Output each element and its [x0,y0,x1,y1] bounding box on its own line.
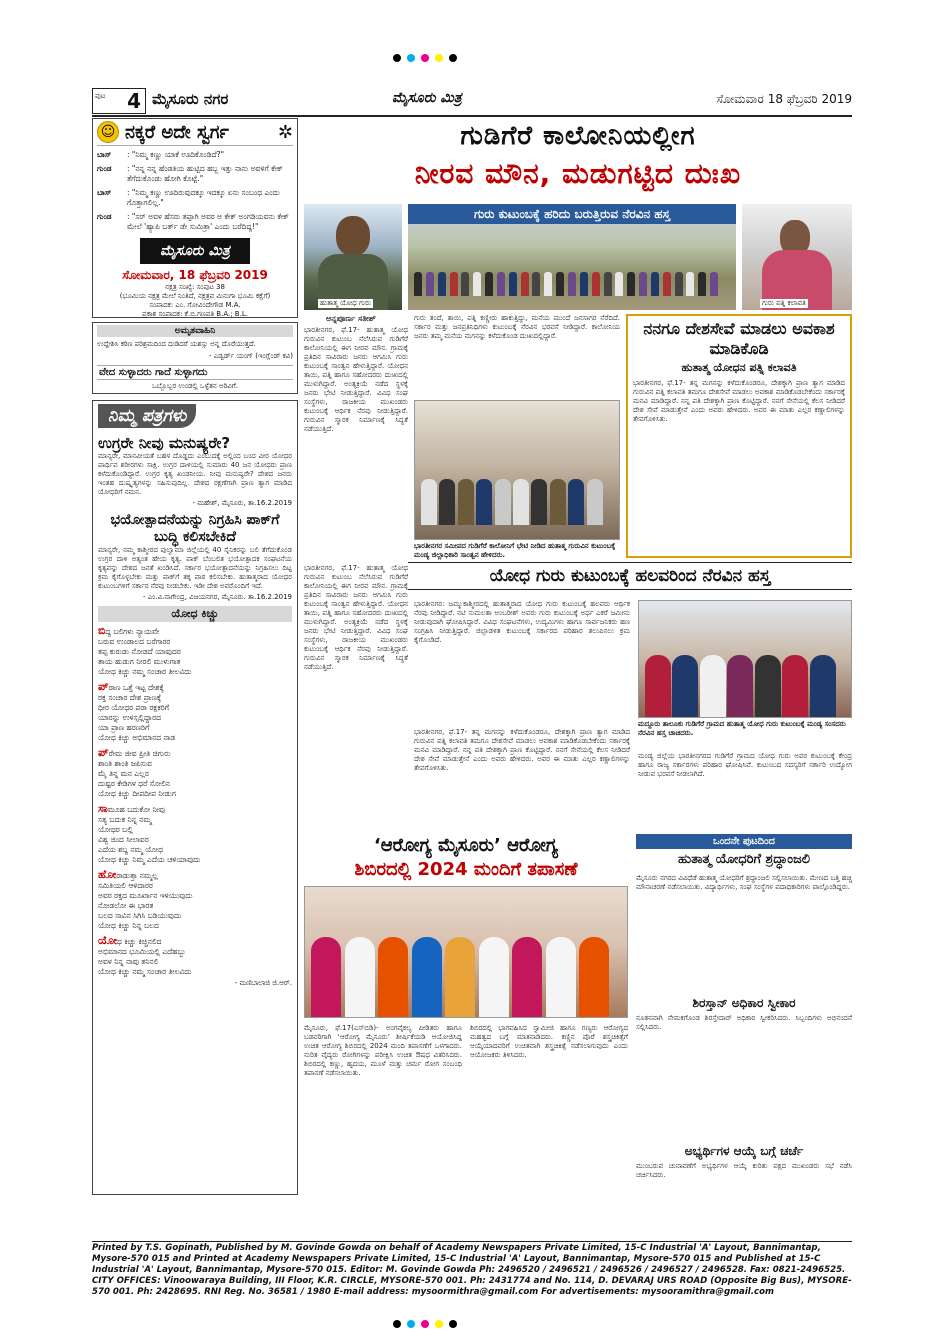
photo-figure [727,655,753,717]
poem-line: ಯೋಧರ ಬಲ್ಲಿ [98,825,133,834]
photo-figure [639,272,647,296]
aid-photo-caption: ಮದ್ದೂರು ತಾಲೂಕು ಗುಡಿಗೆರೆ ಗ್ರಾಮದ ಹುತಾತ್ಮ ಯೋಧ ಗುರು ಕುಟುಂಬಕ್ಕೆ ಮಂಡ್ಯ ಸಂಸದರು ನೆರವಿನ ಹಸ್ತ ಚಾಚಿದರು. [638,720,846,737]
quote-title: ಅಮೃತವಾಹಿನಿ [97,325,293,337]
photo-figure [532,272,540,296]
poem-body [98,626,292,977]
page-label: ಪುಟ [95,92,106,100]
tribute-body: ಮೈಸೂರು ನಗರದ ವಿವಿಧೆಡೆ ಹುತಾತ್ಮ ಯೋಧರಿಗೆ ಶ್ರದ್ಧಾಂಜಲಿ ಸಲ್ಲಿಸಲಾಯಿತು. ಮೇಣದ ಬತ್ತಿ ಹಚ್ಚಿ ಮೌನಾಚರಣೆ ನಡೆಸಲಾಯಿತು. ವಿದ್ಯಾರ್ಥಿಗಳು, ಸಂಘ ಸಂಸ್ಥೆಗಳ ಪದಾಧಿಕಾರಿಗಳು ಪಾಲ್ಗೊಂಡಿದ್ದರು. [636,874,852,891]
photo-figure [497,272,505,296]
joke-speaker: ಬಾಸ್ [97,188,112,197]
poem-line: ಯೋಧ ಕಿಚ್ಚು ನಮ್ಮ ಸಂಚಾರ ತೀಲವಿದು [98,967,192,976]
letter2-signature: - ಎಂ.ವಿ.ನಾಗೇಂದ್ರ, ವಿಜಯನಗರ, ಮೈಸೂರು. ತಾ.16.2.2019 [143,593,292,601]
left-column [92,118,298,1195]
subhead-2-body: ಮುಂಬರುವ ಚುನಾವಣೆಗೆ ಅಭ್ಯರ್ಥಿಗಳ ಆಯ್ಕೆ ಕುರಿತು ಪಕ್ಷದ ಮುಖಂಡರು ಸಭೆ ನಡೆಸಿ ಚರ್ಚಿಸಿದರು. [636,1162,852,1179]
poem-line: ಬಲದ ಸಾವಿನ ಸಿಗಿಸಿ ಬಡಿಯುವುದು [98,911,182,920]
photo-figure [476,479,492,525]
photo-figure [700,655,726,717]
aid-photo [638,600,852,718]
cartoon-bug-icon: ✲ [277,121,293,143]
headline-line-1: ಗುಡಿಗೆರೆ ಕಾಲೋನಿಯಲ್ಲೀಗ [460,121,696,151]
poem-line: ಧೀರ ಯೋಧರ ಪರಾ ರಕ್ಷಕರಿಗೆ [98,703,170,712]
section-city: ಮೈಸೂರು ನಗರ [152,90,229,108]
poem-line: ಅವರ ರಕ್ತದ ಮೂರ್ಖಾನ ಇಳಿಯುವುದು [98,891,193,900]
photo-figure [592,272,600,296]
aid-headline: ಯೋಧ ಗುರು ಕುಟುಂಬಕ್ಕೆ ಹಲವರಿಂದ ನೆರವಿನ ಹಸ್ತ [408,562,852,590]
poem-dropcap: ಬಿ [98,624,106,637]
appeal-headline: ನನಗೂ ದೇಶಸೇವೆ ಮಾಡಲು ಅವಕಾಶ ಮಾಡಿಕೊಡಿ [643,319,835,358]
photo-figure [412,937,442,1017]
photo-figure [473,272,481,296]
joke-speaker: ಗುಂಡ [97,212,112,221]
poem-line: ಹೋರಾಡುತ್ತಾ ನಮ್ಮಲ್ಲ [98,868,158,881]
poem-line: ರಕ್ತ ಸಂಚಾರ ದೇಶ ಪ್ರಾಣಕ್ಕೆ [98,693,162,702]
photo-figure [485,272,493,296]
health-camp-headline [304,834,628,882]
photo-figure [311,937,341,1017]
joke-line [97,212,293,232]
poem-line: ಬಿದ್ದ ಬಲಿಗಳು ನ್ಯಾಯವೇ [98,624,160,637]
photo-figure [461,272,469,296]
poem-dropcap: ಯೋ [98,934,118,947]
poem-dropcap: ಪ್ [98,746,109,759]
reg-dot-black [393,1320,401,1328]
photo-figure [495,479,511,525]
appeal-subhead: ಹುತಾತ್ಮ ಯೋಧನ ಪತ್ನಿ ಕಲಾವತಿ [681,361,797,374]
photo-figure [445,937,475,1017]
reg-dot-cyan [407,54,415,62]
photo-figure [675,272,683,296]
poem-line: ಯೋಧ ಕಿಚ್ಚು ನಮ್ಮ ಸಂಚಾರ ತೀಲವಿದು [98,667,192,676]
humour-title [97,121,293,146]
joke-text: : "ಸರ್ ಅವಳ ಹೆಸರು ತಪ್ಪಾಗಿ ಅವರ ಅ ಕೇಕ್ ಅಂಗಡಿಯವನು ಕೇಕ್ ಮೇಲೆ 'ಹ್ಯಾಪಿ ಬರ್ತ್ ಡೇ ಸುಮಿತ್ರಾ' ಎಂದು ಬರೆದಿದ್ದ!" [127,212,289,231]
edition-date: ಸೋಮವಾರ, 18 ಫೆಬ್ರವರಿ 2019 [122,268,268,282]
reg-dot-magenta [421,1320,429,1328]
photo-figure [686,272,694,296]
photo-figure [479,937,509,1017]
poem-line: ಎದೆಯ ಶಬ್ದ ನಮ್ಮ ಯೋಧ [98,845,163,854]
story-column-2: ಗುರು ತಂದೆ, ತಾಯಿ, ಪತ್ನಿ ಕಣ್ಣೀರು ಹಾಕುತ್ತಿದ್ದು, ಮನೆಯ ಮುಂದೆ ಜನಸಾಗರ ನೆರೆದಿದೆ. ಸರ್ಕಾರ ಮತ್ತು ಜನಪ್ರತಿನಿಧಿಗಳು ಕುಟುಂಬಕ್ಕೆ ನೆರವಿನ ಭರವಸೆ ನೀಡಿದ್ದಾರೆ. ಕಾಲೋನಿಯ ಜನರು ತಮ್ಮ ಮನೆಯ ಮಗನನ್ನು ಕಳೆದುಕೊಂಡ ದುಃಖದಲ್ಲಿದ್ದಾರೆ. [414,314,620,340]
photo-figure [426,272,434,296]
quote-text: ಉದ್ದೇಶಿಸಿ ಕಠಿಣ ಪರಿಶ್ರಮದಿಂದ ದುಡಿದರೆ ಯಶಸ್ಸು ಅನ್ನ ದೊರೆಯುತ್ತದೆ. [97,340,256,348]
poem-line: ಪ್ರೇಮ ಜೀವ ಪ್ರೀತಿ ಚಿಗುರು [98,746,171,759]
registration-marks-bottom [393,1320,457,1328]
poem-line: ದುಷ್ಟರ ಕೇಡಿಗಳ ಧರೆ ಸೋಲಿನ [98,779,170,788]
poem-line: ತಪ್ಪ ಕುರುಡು ನೋಡದೆ ಯಾವುದರ [98,647,181,656]
subhead-2: ಅಭ್ಯರ್ಥಿಗಳ ಆಯ್ಕೆ ಬಗ್ಗೆ ಚರ್ಚೆ [684,1144,804,1158]
soldier-portrait-photo [304,204,402,310]
proverb-text: ಒಬ್ಬೊಬ್ಬರ ಉಂಡಲ್ಲಿ ಒಳ್ಳೆತನ ಅರಿವಿಗೆ. [151,382,239,390]
reg-dot-magenta [421,54,429,62]
page-header [92,88,852,114]
joke-line [97,164,293,184]
photo-figure [672,655,698,717]
subhead-1: ಶಿರಸ್ತಾನ್ ಅಧಿಕಾರ ಸ್ವೀಕಾರ [692,996,796,1010]
imprint-text: Printed by T.S. Gopinath, Published by M. Govinde Gowda on behalf of Academy Newspapers Private Limited, 15-C Industrial 'A' Layout, Bannimantap, Mysore-570 015 and Printed at Academy Newspapers Private Limited, 15-C Industrial 'A' Layout, Bannimantap, Mysore-570 015 and Published at 15-C Industrial 'A' Layout, Bannimantap, Mysore-570 015. Editor: M. Govinde Gowda Ph: 2496520 / 2496521 / 2496526 / 2496527 / 2496528. Fax: 0821-2496525. CITY OFFICES: Vinoowaraya Building, III Floor, K.R. CIRCLE, MYSORE-570 001. Ph: 2431774 and No. 114, D. DEVARAJ URS ROAD (Opposite Big Bus), MYSORE-570 001. Ph: 2428695. RNI Reg. No. 36581 / 1980 E-mail address: mysoormithra@gmail.com For advertisements: mysooramithra@gmail.com [92,1243,852,1297]
visit-photo [414,400,620,540]
letter2-title: ಭಯೋತ್ಪಾದನೆಯನ್ನು ನಿಗ್ರಹಿಸಿ ಪಾಕ್‌ಗೆ ಬುದ್ಧಿ ಕಲಿಸಬೇಕಿದೆ [110,512,280,545]
photo-figure [645,655,671,717]
portrait-face [336,216,370,256]
photo-figure [509,272,517,296]
widow-photo [742,204,852,310]
health-camp-photo [304,886,628,1018]
continued-tag: ಒಂದನೇ ಪುಟದಿಂದ [636,834,852,849]
edition-note-2: (ಭೂಮಿಯ ನಕ್ಷತ್ರ ಮೇಲೆ ನಿಂತಿದೆ, ನಕ್ಷತ್ರವ ಮಿನುಗಾ ಭೂಮಿ ಕಕ್ಷೆಗೆ) [119,292,271,300]
poem-line: ಅವಳ ನಿನ್ನ ನಾವು ತನಿನಲಿ [98,957,159,966]
laughing-face-icon: ☺ [97,121,119,143]
photo-figure [615,272,623,296]
photo-figure [580,272,588,296]
poem-line: ತಾಯ ಹುಡುಗ ನೀರಲಿ ಮುಳುಗಾತ [98,657,181,666]
main-headline [304,118,852,202]
joke-text: : "ನಿಮ್ಮ ಕಣ್ಣು ಊದಿರುವುದಕ್ಕೂ ಇದಕ್ಕೂ ಏನು ಸಂಬಂಧ ಎಂದು ಗೊತ್ತಾಗಲಿಲ್ಲ." [127,188,280,207]
aid-story-body: ಭಾರತೀನಗರ: ಜಮ್ಮುಕಾಶ್ಮೀರದಲ್ಲಿ ಹುತಾತ್ಮರಾದ ಯೋಧ ಗುರು ಕುಟುಂಬಕ್ಕೆ ಹಲವರು ಆರ್ಥಿಕ ನೆರವು ನೀಡಿದ್ದಾರೆ. ನಟಿ ಸುಮಲತಾ ಅಂಬರೀಶ್ ಅವರು ಗುರು ಕುಟುಂಬಕ್ಕೆ ಅರ್ಧ ಎಕರೆ ಜಮೀನು ನೀಡುವುದಾಗಿ ಘೋಷಿಸಿದ್ದಾರೆ. ವಿವಿಧ ಸಂಘಟನೆಗಳು, ಉದ್ಯಮಿಗಳು ಹಾಗೂ ಸಾರ್ವಜನಿಕರು ಹಣ ಸಂಗ್ರಹಿಸಿ ನೀಡುತ್ತಿದ್ದಾರೆ. ಜಿಲ್ಲಾಡಳಿತ ಕುಟುಂಬಕ್ಕೆ ಸರ್ಕಾರದ ಪರಿಹಾರ ತಲುಪಿಸಲು ಕ್ರಮ ಕೈಗೊಂಡಿದೆ. [414,600,630,644]
masthead: ಮೈಸೂರು ಮಿತ್ರ [392,90,462,106]
poem-line: ಪ್ರಾಣ ಒತ್ತೆ ಇಟ್ಟ ದೇಶಕ್ಕೆ [98,680,164,693]
poem-line: ನೋಡಲೋ ಈ ಭಾರತ [98,901,154,910]
poem-line: ಅಭಿಮಾನದ ಭೂಮಿಯಲ್ಲಿ ಎದೆಹಬ್ಬು [98,947,186,956]
headline-line-2: ನೀರವ ಮೌನ, ಮಡುಗಟ್ಟಿದ ದುಃಖ [414,157,742,190]
photo-figure [568,479,584,525]
page-number: 4 [127,89,141,113]
poem-line: ಸತ್ಯ ಬದುಕ ನಿನ್ನ ನಮ್ಮ [98,815,152,824]
photo-figure [414,272,422,296]
photo-figure [627,272,635,296]
letter1-signature: - ಮಹೇಶ್, ಮೈಸೂರು, ತಾ.16.2.2019 [192,499,292,507]
widow-appeal-box [626,314,852,558]
reg-dot-yellow [435,54,443,62]
health-headline-2: ಶಿಬಿರದಲ್ಲಿ 2024 ಮಂದಿಗೆ ತಪಾಸಣೆ [354,859,578,880]
joke-text: : "ನಿಮ್ಮ ಕಣ್ಣು ಯಾಕೆ ಊದಿಕೊಂಡಿದೆ?" [127,150,225,159]
joke-speaker: ಬಾಸ್ [97,150,112,159]
photo-figure [531,479,547,525]
reg-dot-black [449,1320,457,1328]
appeal-body: ಭಾರತೀನಗರ, ಫೆ.17- ತನ್ನ ಮಗನನ್ನು ಕಳೆದುಕೊಂಡರೂ, ದೇಶಕ್ಕಾಗಿ ಪ್ರಾಣ ತ್ಯಾಗ ಮಾಡಿದ ಗುರುವಿನ ಪತ್ನಿ ಕಲಾವತಿ ತಮಗೂ ದೇಶಸೇವೆ ಮಾಡಲು ಅವಕಾಶ ಮಾಡಿಕೊಡಬೇಕೆಂದು ಸರ್ಕಾರಕ್ಕೆ ಮನವಿ ಮಾಡಿದ್ದಾರೆ. ನನ್ನ ಪತಿ ದೇಶಕ್ಕಾಗಿ ಪ್ರಾಣ ಕೊಟ್ಟಿದ್ದಾರೆ. ನನಗೆ ಸೇನೆಯಲ್ಲಿ ಕೆಲಸ ನೀಡಿದರೆ ದೇಶ ಸೇವೆ ಮಾಡುತ್ತೇನೆ ಎಂದು ಅವರು ಹೇಳಿದರು. ಅವರ ಈ ಮಾತು ಎಲ್ಲರ ಕಣ್ಣಾಲಿಗಳನ್ನು ತೇವಗೊಳಿಸಿತು. [633,379,845,423]
proverb-band: ವೇದ ಸುಳ್ಳಾದರು ಗಾದೆ ಸುಳ್ಳಾಗದು [97,365,293,380]
poem-line: ಸಾಮೂಹ ಬದುಕೋ ನೀವು [98,802,165,815]
photo-figure [663,272,671,296]
letter1-body: ಮಾನ್ಯರೇ, ಮಾನವೀಯತೆ ಬಹಳ ದೊಡ್ಡದು ಎಂಬುದಕ್ಕೆ ಅಲ್ಲಿಂದ ಬಂದ ವೀರ ಯೋಧರ ಪಾರ್ಥಿವ ಶರೀರಗಳು ಸಾಕ್ಷಿ. ಉಗ್ರರ ದಾಳಿಯಲ್ಲಿ ಸುಮಾರು 40 ಜನ ಯೋಧರು ಪ್ರಾಣ ಕಳೆದುಕೊಂಡಿದ್ದಾರೆ. ಉಗ್ರರ ಕೃತ್ಯ ಖಂಡನೀಯ. ನೀವು ಮನುಷ್ಯರೇ? ದೇಶದ ಜನರು ಇಂತಹ ದುಷ್ಕೃತ್ಯಗಳನ್ನು ಸಹಿಸುವುದಿಲ್ಲ. ದೇಶದ ರಕ್ಷಣೆಗಾಗಿ ಪ್ರಾಣ ತ್ಯಾಗ ಮಾಡಿದ ಯೋಧರಿಗೆ ನಮನ. [98,452,292,496]
photo-figure [587,479,603,525]
poem-line: ಸಮಿತಿಯಲಿ ಆಳಿದಾರರ [98,881,153,890]
letter1-title: ಉಗ್ರರೇ ನೀವು ಮನುಷ್ಯರೇ? [98,434,231,452]
letters-section-title: ನಿಮ್ಮ ಪತ್ರಗಳು [98,404,196,428]
publisher-line: ಪ್ರಕಾಶ ಸಂಪಾದಕ: ಕೆ.ಬಿ.ಗಣಪತಿ B.A.; B.L. [142,310,248,318]
page-number-box [92,88,146,114]
humour-box [92,118,298,318]
quote-box [92,322,298,394]
health-story-col-2: ಶಿಬಿರದಲ್ಲಿ ಭಾಗವಹಿಸಿದ ಸ್ವಾಮೀಜಿ ಹಾಗೂ ಗಣ್ಯರು ಆರೋಗ್ಯದ ಮಹತ್ವದ ಬಗ್ಗೆ ಮಾತನಾಡಿದರು. ಕಣ್ಣಿನ ಪೊರೆ ಶಸ್ತ್ರಚಿಕಿತ್ಸೆಗೆ ಆಯ್ಕೆಯಾದವರಿಗೆ ಉಚಿತವಾಗಿ ಶಸ್ತ್ರಚಿಕಿತ್ಸೆ ನಡೆಸಲಾಗುವುದು ಎಂದು ಆಯೋಜಕರು ತಿಳಿಸಿದರು. [470,1024,628,1059]
health-story-col-1: ಮೈಸೂರು, ಫೆ.17(ಎಸ್‌ಬಿಡಿ)- ಅಂಗವೈಕಲ್ಯ ಪೀಡಿತರು ಹಾಗೂ ಬಡವರಿಗಾಗಿ ‘ಆರೋಗ್ಯ ಮೈಸೂರು’ ಶೀರ್ಷಿಕೆಯಡಿ ಆಯೋಜಿಸಿದ್ದ ಉಚಿತ ಆರೋಗ್ಯ ಶಿಬಿರದಲ್ಲಿ 2024 ಮಂದಿ ತಪಾಸಣೆಗೆ ಒಳಗಾದರು. ನುರಿತ ವೈದ್ಯರು ರೋಗಿಗಳನ್ನು ಪರೀಕ್ಷಿಸಿ ಉಚಿತ ಔಷಧ ವಿತರಿಸಿದರು. ಶಿಬಿರದಲ್ಲಿ ಕಣ್ಣು, ಹೃದಯ, ಮೂಳೆ ಮತ್ತು ಚರ್ಮ ರೋಗ ಸಂಬಂಧಿ ತಪಾಸಣೆ ನಡೆಸಲಾಯಿತು. [304,1024,462,1077]
poem-line: ಬರುವ ಉಂಡಾಲದ ಬರೆಗಾರರ [98,637,171,646]
photo-figure [698,272,706,296]
photo-figure [458,479,474,525]
poem-line: ವಿಶ್ವ ಜಿಂದ ಸೀಲಾವರ [98,835,149,844]
poem-line: ಯಾ ಪ್ರಾಣ ಹರಣರಿಗೆ [98,723,150,732]
subhead-1-body: ನೂತನವಾಗಿ ನೇಮಕಗೊಂಡ ಶಿರಸ್ತೇದಾರ್ ಅಧಿಕಾರ ಸ್ವೀಕರಿಸಿದರು. ಸಿಬ್ಬಂದಿಗಳು ಅಭಿನಂದನೆ ಸಲ್ಲಿಸಿದರು. [636,1014,852,1031]
photo-figure [651,272,659,296]
tribute-headline: ಹುತಾತ್ಮ ಯೋಧರಿಗೆ ಶ್ರದ್ಧಾಂಜಲಿ [677,852,811,867]
soldier-caption: ಹುತಾತ್ಮ ಯೋಧ ಗುರು [320,299,371,307]
poem-line: ಯೋಧ ಕಿಚ್ಚು ಅಭಿಮಾನದ ನಾಡ [98,733,176,742]
joke-text: : "ನನ್ನ ನನ್ನ ಹೆಂಡತಿಯ ಹುಟ್ಟಿದ ಹಬ್ಬ ಇತ್ತು ನಾನು ಅವಳಿಗೆ ಕೇಕ್ ತೆಗೆದುಕೊಂಡು ಹೋಗಿ ಕೊಟ್ಟೆ." [127,164,283,183]
photo-figure [810,655,836,717]
photo-figure [421,479,437,525]
letter2-body: ಮಾನ್ಯರೇ, ನಮ್ಮ ಕಾಶ್ಮೀರದ ಪುಲ್ವಾಮಾ ಜಿಲ್ಲೆಯಲ್ಲಿ 40 ಸೈನಿಕರನ್ನು ಬಲಿ ತೆಗೆದುಕೊಂಡ ಉಗ್ರರ ದಾಳಿ ಅತ್ಯಂತ ಹೇಯ ಕೃತ್ಯ. ಪಾಕ್ ಬೆಂಬಲಿತ ಭಯೋತ್ಪಾದಕ ಸಂಘಟನೆಯ ಕೃತ್ಯವನ್ನು ದೇಶದ ಜನತೆ ಖಂಡಿಸಿದೆ. ಸರ್ಕಾರ ಭಯೋತ್ಪಾದನೆಯನ್ನು ನಿಗ್ರಹಿಸಲು ದಿಟ್ಟ ಕ್ರಮ ಕೈಗೊಳ್ಳಬೇಕು ಮತ್ತು ಪಾಕ್‌ಗೆ ತಕ್ಕ ಪಾಠ ಕಲಿಸಬೇಕು. ಹುತಾತ್ಮರಾದ ಯೋಧರ ಕುಟುಂಬಗಳಿಗೆ ಸರ್ಕಾರ ನೆರವು ನೀಡಬೇಕು. ಇಡೀ ದೇಶ ಅವರೊಂದಿಗೆ ಇದೆ. [98,546,292,590]
visit-photo-caption: ಭಾರತೀನಗರ ಸಮೀಪದ ಗುಡಿಗೆರೆ ಕಾಲೋನಿಗೆ ಭೇಟಿ ನೀಡಿದ ಹುತಾತ್ಮ ಗುರುವಿನ ಕುಟುಂಬಕ್ಕೆ ಮಂಡ್ಯ ಜಿಲ್ಲಾಧಿಕಾರಿ ಸಾಂತ್ವನ ಹೇಳಿದರು. [414,542,616,559]
poem-line: ಶಾಂತಿ ಶಾಂತಿ ಜಪಿಸುವ [98,759,152,768]
joke-line [97,188,293,208]
poem-dropcap: ಪ್ [98,680,109,693]
poem-dropcap: ಸಾ [98,802,108,815]
main-story-area [304,118,852,1274]
footer-rule [92,1241,852,1242]
photo-figure [378,937,408,1017]
widow-caption: ಗುರು ಪತ್ನಿ ಕಲಾವತಿ [762,299,806,307]
poem-line: ಮೈ ತಿನ್ನ ಮನ ಎಲ್ಲರ [98,769,149,778]
byline: ಅನ್ನಪೂರ್ಣ ಸತೀಶ್ [326,314,376,323]
photo-figure [439,479,455,525]
reg-dot-black [449,54,457,62]
joke-speaker: ಗುಂಡ [97,164,112,173]
photo-banner: ಗುರು ಕುಟುಂಬಕ್ಕೆ ಹರಿದು ಬರುತ್ತಿರುವ ನೆರವಿನ ಹಸ್ತ [408,204,736,224]
tribute-section [636,834,852,867]
story-column-1: ಭಾರತೀನಗರ, ಫೆ.17- ಹುತಾತ್ಮ ಯೋಧ ಗುರುವಿನ ಕುಟುಂಬ ನೆಲೆಸಿರುವ ಗುಡಿಗೆರೆ ಕಾಲೋನಿಯಲ್ಲಿ ಈಗ ನೀರವ ಮೌನ. ಗ್ರಾಮಕ್ಕೆ ಪ್ರತಿದಿನ ಸಾವಿರಾರು ಜನರು ಆಗಮಿಸಿ ಗುರು ಕುಟುಂಬಕ್ಕೆ ಸಾಂತ್ವನ ಹೇಳುತ್ತಿದ್ದಾರೆ. ಯೋಧನ ತಾಯಿ, ಪತ್ನಿ ಹಾಗೂ ಸಹೋದರರು ದುಃಖದಲ್ಲಿ ಮುಳುಗಿದ್ದಾರೆ. ಅಂತ್ಯಕ್ರಿಯೆ ನಡೆದ ಸ್ಥಳಕ್ಕೆ ಜನರು ಭೇಟಿ ನೀಡುತ್ತಿದ್ದಾರೆ. ವಿವಿಧ ಸಂಘ ಸಂಸ್ಥೆಗಳು, ರಾಜಕೀಯ ಮುಖಂಡರು ಕುಟುಂಬಕ್ಕೆ ಆರ್ಥಿಕ ನೆರವು ನೀಡುತ್ತಿದ್ದಾರೆ. ಗುರುವಿನ ಸ್ಮಾರಕ ನಿರ್ಮಾಣಕ್ಕೆ ಸಿದ್ಧತೆ ನಡೆಯುತ್ತಿದೆ. [304,326,408,433]
mysore-mitra-logo: ಮೈಸೂರು ಮಿತ್ರ [140,238,250,264]
joke-line [97,150,293,160]
photo-figure [521,272,529,296]
photo-figure [579,937,609,1017]
photo-figure [604,272,612,296]
poem-line: ಯಾರನ್ನು ಉಳಿಸ್ಸಲ್ಲಿದ್ದಾರದ [98,713,161,722]
header-date: ಸೋಮವಾರ 18 ಫೆಬ್ರವರಿ 2019 [716,92,852,106]
poem-dropcap: ಹೋ [98,868,117,881]
photo-figure [513,479,529,525]
photo-row [304,204,852,310]
reg-dot-cyan [407,1320,415,1328]
photo-figure [544,272,552,296]
photo-figure [568,272,576,296]
quote-author: - ಎಡ್ವರ್ಡ್ ಯಂಗ್ (ಇಂಗ್ಲೆಂಡ್ ಕವಿ) [208,352,293,360]
header-rule [92,115,852,117]
photo-figure [755,655,781,717]
lower-section [304,834,852,1274]
registration-marks-top [393,54,457,62]
reg-dot-black [393,54,401,62]
photo-figure [550,479,566,525]
poem-line: ಯೋಧ ಕಿಚ್ಚು ನಿನ್ನ ಬಲದ [98,921,159,930]
photo-figure [512,937,542,1017]
reg-dot-yellow [435,1320,443,1328]
poem-line: ಯೋಧ ಕಿಚ್ಚು ನಿಮ್ಮ ಎದೆಯ ಚಳಿಯಾವುದು [98,855,201,864]
photo-figure [450,272,458,296]
photo-figure [546,937,576,1017]
aid-story-body-3: ಭಾರತೀನಗರ, ಫೆ.17- ತನ್ನ ಮಗನನ್ನು ಕಳೆದುಕೊಂಡರೂ, ದೇಶಕ್ಕಾಗಿ ಪ್ರಾಣ ತ್ಯಾಗ ಮಾಡಿದ ಗುರುವಿನ ಪತ್ನಿ ಕಲಾವತಿ ತಮಗೂ ದೇಶಸೇವೆ ಮಾಡಲು ಅವಕಾಶ ಮಾಡಿಕೊಡಬೇಕೆಂದು ಸರ್ಕಾರಕ್ಕೆ ಮನವಿ ಮಾಡಿದ್ದಾರೆ. ನನ್ನ ಪತಿ ದೇಶಕ್ಕಾಗಿ ಪ್ರಾಣ ಕೊಟ್ಟಿದ್ದಾರೆ. ನನಗೆ ಸೇನೆಯಲ್ಲಿ ಕೆಲಸ ನೀಡಿದರೆ ದೇಶ ಸೇವೆ ಮಾಡುತ್ತೇನೆ ಎಂದು ಅವರು ಹೇಳಿದರು. ಅವರ ಈ ಮಾತು ಎಲ್ಲರ ಕಣ್ಣಾಲಿಗಳನ್ನು ತೇವಗೊಳಿಸಿತು. [414,728,630,772]
crowd-photo [408,204,736,310]
story-column-1-cont: ಭಾರತೀನಗರ, ಫೆ.17- ಹುತಾತ್ಮ ಯೋಧ ಗುರುವಿನ ಕುಟುಂಬ ನೆಲೆಸಿರುವ ಗುಡಿಗೆರೆ ಕಾಲೋನಿಯಲ್ಲಿ ಈಗ ನೀರವ ಮೌನ. ಗ್ರಾಮಕ್ಕೆ ಪ್ರತಿದಿನ ಸಾವಿರಾರು ಜನರು ಆಗಮಿಸಿ ಗುರು ಕುಟುಂಬಕ್ಕೆ ಸಾಂತ್ವನ ಹೇಳುತ್ತಿದ್ದಾರೆ. ಯೋಧನ ತಾಯಿ, ಪತ್ನಿ ಹಾಗೂ ಸಹೋದರರು ದುಃಖದಲ್ಲಿ ಮುಳುಗಿದ್ದಾರೆ. ಅಂತ್ಯಕ್ರಿಯೆ ನಡೆದ ಸ್ಥಳಕ್ಕೆ ಜನರು ಭೇಟಿ ನೀಡುತ್ತಿದ್ದಾರೆ. ವಿವಿಧ ಸಂಘ ಸಂಸ್ಥೆಗಳು, ರಾಜಕೀಯ ಮುಖಂಡರು ಕುಟುಂಬಕ್ಕೆ ಆರ್ಥಿಕ ನೆರವು ನೀಡುತ್ತಿದ್ದಾರೆ. ಗುರುವಿನ ಸ್ಮಾರಕ ನಿರ್ಮಾಣಕ್ಕೆ ಸಿದ್ಧತೆ ನಡೆಯುತ್ತಿದೆ. [304,564,408,671]
humour-title-text: ನಕ್ಕರೆ ಅದೇ ಸ್ವರ್ಗ [125,121,229,143]
poem-title: ಯೋಧ ಕಿಚ್ಚು [98,606,292,622]
story-columns [304,314,852,862]
joke-list [97,150,293,232]
edition-note: ನಕ್ಷತ್ರ ಸಂಖ್ಯೆ: ಸಂಪುಟ 38 [165,283,225,291]
aid-story-body-2: ಮಂಡ್ಯ ಜಿಲ್ಲೆಯ ಭಾರತೀನಗರದ ಗುಡಿಗೆರೆ ಗ್ರಾಮದ ಯೋಧ ಗುರು ಅವರ ಕುಟುಂಬಕ್ಕೆ ಕೇಂದ್ರ ಹಾಗೂ ರಾಜ್ಯ ಸರ್ಕಾರಗಳು ಪರಿಹಾರ ಘೋಷಿಸಿವೆ. ಕುಟುಂಬದ ಸದಸ್ಯರಿಗೆ ಸರ್ಕಾರಿ ಉದ್ಯೋಗ ನೀಡುವ ಭರವಸೆ ನೀಡಲಾಗಿದೆ. [638,752,852,778]
photo-figure [710,272,718,296]
photo-figure [782,655,808,717]
health-headline-1: ‘ಆರೋಗ್ಯ ಮೈಸೂರು’ ಆರೋಗ್ಯ [373,835,559,856]
editor-line: ಸಂಪಾದಕ: ಎಂ. ಗೋವಿಂದೇಗೌಡ M.A. [149,301,241,309]
photo-figure [345,937,375,1017]
poem-line: ಯೋಧ ಕಿಚ್ಚು ಕಿಚ್ಚಿನಲಿದ [98,934,162,947]
photo-figure [556,272,564,296]
poem-signature: - ಮಣಿಬಾಲಾಜಿ ಜಿ.ಆರ್. [234,979,292,987]
poem-line: ಯೋಧ ಕಿಚ್ಚು ದೀಪದೀಪ ನೀಡುಗ [98,789,176,798]
photo-figure [438,272,446,296]
letters-section [92,400,298,1195]
